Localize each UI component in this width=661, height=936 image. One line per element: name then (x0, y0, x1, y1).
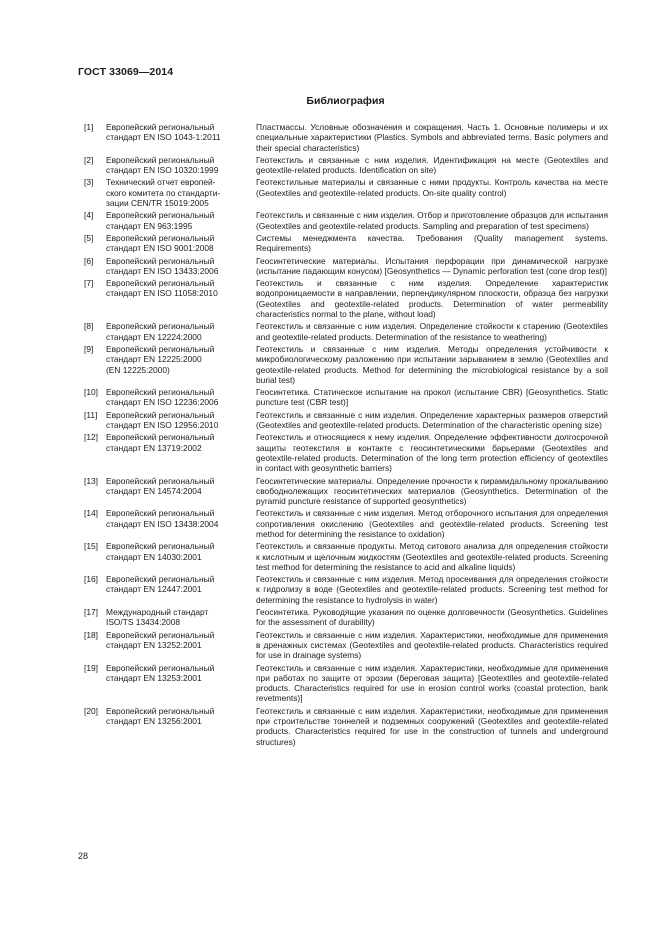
entry-source (106, 630, 256, 661)
bibliography-entry (78, 387, 608, 408)
bibliography-list (78, 122, 608, 749)
entry-source-line: стандарт EN ISO 12956:2010 (106, 420, 219, 431)
entry-source-line: стандарт EN ISO 13433:2006 (106, 265, 219, 276)
bibliography-entry (78, 233, 608, 254)
entry-source (106, 432, 256, 473)
entry-source-line: Европейский региональный (106, 321, 215, 332)
entry-source (106, 233, 256, 254)
entry-number: [14] (84, 508, 98, 519)
entry-source (106, 321, 256, 342)
entry-number: [18] (84, 629, 98, 640)
entry-source-line: Европейский региональный (106, 343, 215, 354)
entry-source (106, 541, 256, 572)
entry-source-line: Европейский региональный (106, 278, 215, 289)
bibliography-entry (78, 344, 608, 385)
entry-source-line: Европейский региональный (106, 629, 215, 640)
bibliography-entry (78, 278, 608, 319)
entry-number: [6] (84, 255, 94, 266)
bibliography-entry (78, 630, 608, 661)
entry-description: Геотекстиль и связанные с ним изделия. Характеристики, необходимые для применения в дренажных системах (Geotextiles and geotextile-related products. Characteristics required for use in drainage systems) (256, 629, 608, 661)
bibliography-entry (78, 321, 608, 342)
entry-source-line: стандарт EN 13253:2001 (106, 672, 202, 683)
entry-number: [10] (84, 387, 98, 398)
bibliography-entry (78, 706, 608, 747)
entry-number: [1] (84, 122, 94, 132)
entry-source-line: стандарт EN 12224:2000 (106, 331, 202, 342)
document-code-header: ГОСТ 33069—2014 (78, 66, 174, 78)
entry-source-line: Европейский региональный (106, 210, 215, 221)
entry-description: Геосинтетика. Статическое испытание на прокол (испытание CBR) [Geosynthetics. Static puncture test (CBR test)] (256, 387, 608, 408)
entry-number: [15] (84, 541, 98, 552)
entry-description: Геотекстиль и связанные с ним изделия. Методы определения устойчивости к микробиологическому разложению при испытании зарыванием в землю (Geotextiles and geotextile-related products. Method for determining the microbiological resistance by a soil burial test) (256, 343, 608, 385)
entry-source-line: Европейский региональный (106, 154, 215, 165)
entry-source-line: Европейский региональный (106, 409, 215, 420)
entry-source-line: Европейский региональный (106, 475, 215, 486)
entry-description: Геотекстиль и связанные с ним изделия. Метод отборочного испытания для определения сопротивления окислению (Geotextiles and geotextile-related products. Screening test method for determining the resistance to oxidation) (256, 508, 608, 539)
entry-source-line: стандарт EN ISO 12236:2006 (106, 397, 219, 408)
entry-source-line: Европейский региональный (106, 541, 215, 552)
entry-source-line: Европейский региональный (106, 705, 215, 716)
entry-source (106, 155, 256, 176)
entry-source-line: Международный стандарт (106, 607, 209, 618)
entry-description: Пластмассы. Условные обозначения и сокращения. Часть 1. Основные полимеры и их специальные характеристики (Plastics. Symbols and abbreviated terms. Basic polymers and their special characteristics) (256, 122, 608, 153)
bibliography-entry (78, 177, 608, 208)
entry-source-line: Европейский региональный (106, 508, 215, 519)
entry-source-line: стандарт EN ISO 9001:2008 (106, 243, 214, 254)
bibliography-entry (78, 508, 608, 539)
entry-source (106, 706, 256, 747)
entry-description: Геотекстиль и связанные с ним изделия. Идентификация на месте (Geotextiles and geotextile-related products. Identification on site) (256, 154, 608, 176)
entry-source-line: Европейский региональный (106, 432, 215, 443)
entry-source-line: зации CEN/TR 15019:2005 (106, 198, 209, 209)
entry-source (106, 256, 256, 277)
entry-description: Геотекстиль и связанные с ним изделия. Характеристики, необходимые для применения при строительстве тоннелей и подземных сооружений (Geotextiles and geotextile-related products. Characteristics required for use in the construction of tunnels and underground structures) (256, 705, 608, 747)
entry-description: Геосинтетические материалы. Определение прочности к пирамидальному прокалыванию свободнолежащих геосинтетических материалов (Geosynthetics. Determination of the pyramid puncture resistance of supported geosynthetics) (256, 475, 608, 507)
entry-number: [7] (84, 278, 94, 289)
entry-source-line: стандарт EN ISO 13438:2004 (106, 518, 219, 529)
bibliography-entry (78, 432, 608, 473)
entry-number: [5] (84, 232, 94, 243)
entry-source-line: стандарт EN ISO 1043-1:2011 (106, 132, 221, 143)
entry-source (106, 410, 256, 431)
entry-source-line: Европейский региональный (106, 662, 215, 673)
entry-source (106, 344, 256, 385)
entry-source-line: ISO/TS 13434:2008 (106, 617, 181, 628)
entry-description: Геотекстиль и связанные продукты. Метод ситового анализа для определения стойкости к кислотным и щелочным жидкостям (Geotextiles and geotextile-related products. Screening test method for determining the resistance to acid and alkaline liquids) (256, 541, 608, 572)
entry-source-line: Европейский региональный (106, 387, 215, 398)
bibliography-entry (78, 607, 608, 628)
entry-description: Геотекстиль и связанные с ним изделия. Характеристики, необходимые для применения при работах по защите от эрозии (береговая защита) [Geotextiles and geotextile-related products. Characteristics required for use in erosion control works (coastal protection, bank revetments)] (256, 662, 608, 704)
entry-number: [16] (84, 574, 98, 585)
entry-description: Геотекстиль и связанные с ним изделия. Отбор и приготовление образцов для испытания (Geotextiles and geotextile-related products. Sampling and preparation of test specimens) (256, 210, 608, 231)
entry-description: Системы менеджмента качества. Требования (Quality management systems. Requirements) (256, 232, 608, 254)
entry-source-line: стандарт EN 13256:2001 (106, 716, 202, 727)
entry-source (106, 387, 256, 408)
entry-number: [20] (84, 705, 98, 716)
entry-description: Геотекстиль и относящиеся к нему изделия. Определение эффективности долгосрочной защиты геотекстиля в контакте с геосинтетическими барьерами (Geotextiles and geotextile-related products. Determination of the long term protection efficiency of geotextiles in contact with geosynthetic barriers) (256, 432, 608, 474)
entry-source-line: Европейский региональный (106, 255, 215, 266)
entry-source-line: стандарт EN 13719:2002 (106, 442, 202, 453)
entry-source-line: стандарт EN ISO 10320:1999 (106, 165, 219, 176)
entry-source (106, 177, 256, 208)
entry-source (106, 122, 256, 153)
entry-source-line: стандарт EN ISO 11058:2010 (106, 288, 218, 299)
entry-source (106, 476, 256, 507)
entry-source (106, 210, 256, 231)
entry-source-line: Европейский региональный (106, 122, 215, 132)
entry-number: [8] (84, 321, 94, 332)
entry-number: [11] (84, 409, 98, 420)
entry-number: [3] (84, 177, 94, 188)
entry-source (106, 607, 256, 628)
entry-source (106, 508, 256, 539)
bibliography-entry (78, 541, 608, 572)
entry-source-line: (EN 12225:2000) (106, 364, 170, 375)
entry-number: [12] (84, 432, 98, 443)
entry-number: [13] (84, 475, 98, 486)
entry-source-line: Технический отчет европей- (106, 177, 216, 188)
entry-number: [4] (84, 210, 94, 221)
bibliography-entry (78, 410, 608, 431)
bibliography-entry (78, 122, 608, 153)
entry-source-line: Европейский региональный (106, 232, 215, 243)
bibliography-entry (78, 210, 608, 231)
bibliography-entry (78, 574, 608, 605)
entry-number: [2] (84, 154, 94, 165)
entry-source-line: стандарт EN 12447:2001 (106, 584, 202, 595)
bibliography-entry (78, 155, 608, 176)
entry-source-line: стандарт EN 14574:2004 (106, 485, 202, 496)
entry-source (106, 278, 256, 319)
bibliography-entry (78, 476, 608, 507)
entry-description: Геосинтетика. Руководящие указания по оценке долговечности (Geosynthetics. Guidelines for the assessment of durability) (256, 607, 608, 628)
page-number: 28 (78, 851, 89, 861)
entry-description: Геосинтетические материалы. Испытания перфорации при динамической нагрузке (испытание падающим конусом) [Geosynthetics — Dynamic perforation test (cone drop test)] (256, 255, 608, 276)
entry-source-line: ского комитета по стандарти- (106, 187, 221, 198)
entry-source-line: стандарт EN 12225:2000 (106, 354, 202, 365)
entry-source (106, 663, 256, 704)
entry-number: [9] (84, 343, 94, 354)
entry-source-line: стандарт EN 13252:2001 (106, 639, 202, 650)
entry-number: [17] (84, 607, 98, 618)
entry-source (106, 574, 256, 605)
entry-description: Геотекстиль и связанные с ним изделия. Определение стойкости к старению (Geotextiles and geotextile-related products. Determination of the resistance to weathering) (256, 321, 608, 342)
entry-source-line: стандарт EN 14030:2001 (106, 551, 202, 562)
bibliography-title: Библиография (306, 95, 385, 107)
entry-number: [19] (84, 662, 98, 673)
entry-description: Геотекстильные материалы и связанные с ними продукты. Контроль качества на месте (Geotextiles and geotextile-related products. On-site quality control) (256, 177, 608, 198)
bibliography-entry (78, 256, 608, 277)
entry-description: Геотекстиль и связанные с ним изделия. Метод просеивания для определения стойкости к гидролизу в воде (Geotextiles and geotextile-related products. Screening test method for determining the resistance to hydrolysis in water) (256, 574, 608, 605)
bibliography-entry (78, 663, 608, 704)
entry-source-line: Европейский региональный (106, 574, 215, 585)
entry-source-line: стандарт EN 963:1995 (106, 220, 193, 231)
entry-description: Геотекстиль и связанные с ним изделия. Определение характеристик водопроницаемости в направлении, перпендикулярном плоскости, образца без нагрузки (Geotextiles and geotextile-related products. Determination of water permeability characteristics normal to the plane, without load) (256, 278, 608, 320)
entry-description: Геотекстиль и связанные с ним изделия. Определение характерных размеров отверстий (Geotextiles and geotextile-related products. Determination of the characteristic opening size) (256, 409, 608, 431)
